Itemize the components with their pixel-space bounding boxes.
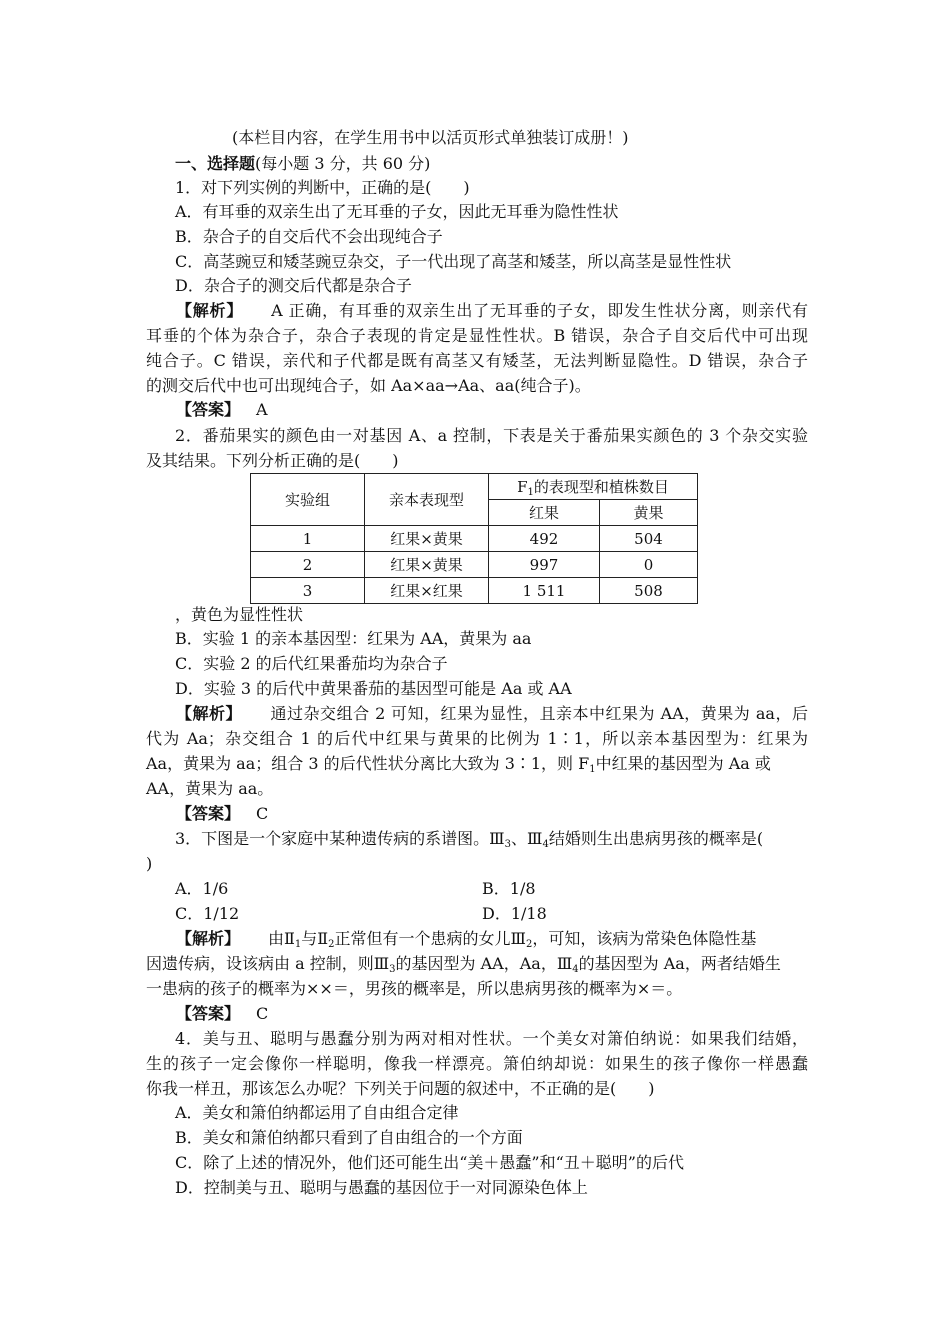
table-cell: 508 — [600, 578, 698, 604]
subscript: 3 — [389, 964, 396, 975]
q3-analysis-text: 正常但有一个患病的女儿Ⅲ — [334, 929, 526, 948]
subscript: 4 — [572, 964, 579, 975]
q3-answer-value: C — [256, 1004, 269, 1023]
q1-analysis-line-3: 纯合子。C 错误，亲代和子代都是既有高茎又有矮茎，无法判断显隐性。D 错误，杂合子 — [146, 351, 808, 370]
q3-analysis-text: 由Ⅱ — [268, 929, 295, 948]
q3-stem-line-2: ) — [146, 854, 153, 873]
section-note: (每小题 3 分，共 60 分) — [255, 154, 431, 173]
q2-results-table — [250, 473, 698, 604]
q3-analysis-text: 的基因型为 Aa，两者结婚生 — [578, 954, 781, 973]
q2-analysis-line-4: AA，黄果为 aa。 — [146, 779, 274, 798]
q4-stem-line-1: 4．美与丑、聪明与愚蠢分别为两对相对性状。一个美女对箫伯纳说：如果我们结婚， — [175, 1029, 808, 1048]
q1-stem: 1．对下列实例的判断中，正确的是( ) — [175, 178, 470, 197]
analysis-label: 【解析】 — [176, 704, 243, 723]
q4-option-c: C．除了上述的情况外，他们还可能生出“美＋愚蠢”和“丑＋聪明”的后代 — [175, 1153, 684, 1172]
q2-stem-line-1: 2．番茄果实的颜色由一对基因 A、a 控制，下表是关于番茄果实颜色的 3 个杂交实验 — [175, 426, 808, 445]
q3-analysis-text: 的基因型为 AA，Aa，Ⅲ — [395, 954, 573, 973]
header-group: 实验组 — [251, 474, 365, 526]
q2-answer-value: C — [256, 804, 269, 823]
header-f1 — [489, 474, 698, 500]
subscript: 1 — [294, 939, 302, 950]
q4-stem-line-3: 你我一样丑，那该怎么办呢？下列关于问题的叙述中，不正确的是( ) — [146, 1079, 655, 1098]
q2-analysis-text-3a: Aa，黄果为 aa；组合 3 的后代性状分离比大致为 3∶1，则 F — [146, 754, 590, 773]
q3-option-c: C．1/12 — [175, 904, 240, 923]
q3-stem-line-1 — [175, 829, 763, 855]
q1-analysis-line-4: 的测交后代中也可出现纯合子，如 Aa×aa→Aa、aa(纯合子)。 — [146, 376, 591, 395]
q1-answer-value: A — [256, 400, 268, 419]
analysis-label: 【解析】 — [176, 929, 241, 948]
table-cell: 红果×黄果 — [365, 526, 489, 552]
q3-option-d: D．1/18 — [482, 904, 547, 923]
q2-option-b: B．实验 1 的亲本基因型：红果为 AA，黄果为 aa — [175, 629, 532, 648]
table-cell: 2 — [251, 552, 365, 578]
q3-analysis-line-3: 一患病的孩子的概率为××＝，男孩的概率是，所以患病男孩的概率为×＝。 — [146, 979, 683, 998]
q1-analysis-line-2: 耳垂的个体为杂合子，杂合子表现的肯定是显性性状。B 错误，杂合子自交后代中可出现 — [146, 326, 808, 345]
q1-option-a: A．有耳垂的双亲生出了无耳垂的子女，因此无耳垂为隐性性状 — [175, 202, 619, 221]
q2-analysis-text-3b: 中红果的基因型为 Aa 或 — [595, 754, 771, 773]
q3-stem-text: 、Ⅲ — [511, 829, 543, 848]
table-cell: 504 — [600, 526, 698, 552]
q3-analysis-line-1 — [176, 929, 756, 955]
table-cell: 红果×红果 — [365, 578, 489, 604]
analysis-label: 【解析】 — [176, 301, 244, 320]
table-header-row — [251, 474, 698, 500]
table-cell: 1 511 — [489, 578, 600, 604]
q3-analysis-text: 与Ⅱ — [301, 929, 329, 948]
answer-label: 【答案】 — [176, 804, 241, 823]
q2-option-d: D．实验 3 的后代中黄果番茄的基因型可能是 Aa 或 AA — [175, 679, 572, 698]
subheader-red: 红果 — [489, 500, 600, 526]
subscript: 3 — [504, 839, 511, 850]
q1-option-b: B．杂合子的自交后代不会出现纯合子 — [175, 227, 443, 246]
q4-option-d: D．控制美与丑、聪明与愚蠢的基因位于一对同源染色体上 — [175, 1178, 588, 1197]
f1-subscript: 1 — [527, 486, 534, 498]
table-cell: 0 — [600, 552, 698, 578]
table-cell: 红果×黄果 — [365, 552, 489, 578]
q2-stem-line-2: 及其结果。下列分析正确的是( ) — [146, 451, 399, 470]
header-parent-phenotype: 亲本表现型 — [365, 474, 489, 526]
q1-analysis-text-1: A 正确，有耳垂的双亲生出了无耳垂的子女，即发生性状分离，则亲代有 — [271, 301, 808, 320]
q1-answer — [176, 400, 268, 420]
q4-stem-line-2: 生的孩子一定会像你一样聪明，像我一样漂亮。箫伯纳却说：如果生的孩子像你一样愚蠢 — [146, 1054, 808, 1073]
q2-answer — [176, 804, 268, 824]
table-cell: 1 — [251, 526, 365, 552]
table-row — [251, 552, 698, 578]
q1-option-d: D．杂合子的测交后代都是杂合子 — [175, 276, 412, 295]
table-row — [251, 578, 698, 604]
answer-label: 【答案】 — [176, 400, 241, 419]
q2-analysis-text-1: 通过杂交组合 2 可知，红果为显性，且亲本中红果为 AA，黄果为 aa，后 — [270, 704, 808, 723]
subscript: 2 — [328, 939, 335, 950]
table-cell: 3 — [251, 578, 365, 604]
q3-answer — [176, 1004, 268, 1024]
f1-caption: 的表现型和植株数目 — [533, 477, 669, 496]
table-cell: 997 — [489, 552, 600, 578]
subscript: 4 — [542, 839, 549, 850]
q2-analysis-line-1 — [176, 704, 808, 724]
q3-stem-text: 3．下图是一个家庭中某种遗传病的系谱图。Ⅲ — [175, 829, 505, 848]
section-heading — [175, 154, 430, 174]
table-row — [251, 526, 698, 552]
q3-option-b: B．1/8 — [482, 879, 536, 898]
q2-analysis-line-3 — [146, 754, 808, 780]
f1-letter: F — [517, 477, 528, 496]
q2-analysis-line-2: 代为 Aa；杂交组合 1 的后代中红果与黄果的比例为 1∶1，所以亲本基因型为：红果为 — [146, 729, 808, 748]
q1-analysis-line-1 — [176, 301, 808, 321]
subscript: 2 — [525, 939, 533, 950]
q2-option-c: C．实验 2 的后代红果番茄均为杂合子 — [175, 654, 448, 673]
q1-option-c: C．高茎豌豆和矮茎豌豆杂交，子一代出现了高茎和矮茎，所以高茎是显性性状 — [175, 252, 732, 271]
q3-stem-text: 结婚则生出患病男孩的概率是( — [548, 829, 764, 848]
q2-option-a: ，黄色为显性性状 — [175, 605, 304, 624]
q3-option-a: A．1/6 — [175, 879, 229, 898]
subheader-yellow: 黄果 — [600, 500, 698, 526]
table-cell: 492 — [489, 526, 600, 552]
section-title: 一、选择题 — [175, 154, 256, 173]
q3-analysis-text: ，可知，该病为常染色体隐性基 — [532, 929, 757, 948]
q4-option-b: B．美女和箫伯纳都只看到了自由组合的一个方面 — [175, 1128, 523, 1147]
q3-analysis-line-2 — [146, 954, 781, 980]
q3-analysis-text: 因遗传病，设该病由 a 控制，则Ⅲ — [146, 954, 390, 973]
f1-subscript: 1 — [589, 764, 596, 775]
answer-label: 【答案】 — [176, 1004, 241, 1023]
header-note: (本栏目内容，在学生用书中以活页形式单独装订成册！) — [232, 128, 629, 147]
q4-option-a: A．美女和箫伯纳都运用了自由组合定律 — [175, 1103, 459, 1122]
